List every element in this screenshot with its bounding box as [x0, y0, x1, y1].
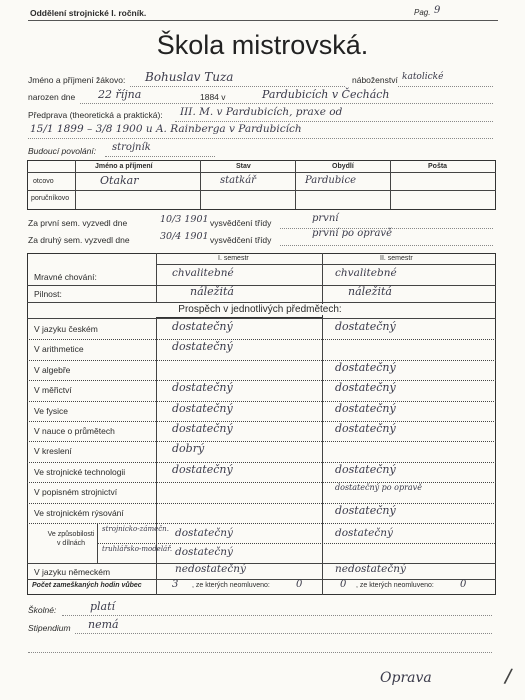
- semester-2-header: II. semestr: [380, 255, 413, 262]
- subject-label: V arithmetice: [34, 344, 84, 355]
- subject-grade-s2: dostatečný: [335, 320, 396, 333]
- header-rule: [28, 20, 498, 21]
- subject-label: Ve fysice: [34, 405, 69, 416]
- prep-label: Předprava (theoretická a praktická):: [28, 110, 163, 120]
- religion-value: katolické: [402, 72, 444, 82]
- conduct-label: Mravné chování:: [34, 272, 97, 282]
- semester-1-header: I. semestr: [218, 255, 249, 262]
- parents-row-rule: [27, 190, 496, 191]
- tuition-value: platí: [90, 600, 116, 613]
- workshop-s1a: dostatečný: [175, 527, 233, 539]
- subject-row-rule: [27, 421, 496, 422]
- prep-value: III. M. v Pardubicích, praxe od: [180, 106, 343, 118]
- name-label: Jméno a příjmení žákovo:: [28, 75, 126, 85]
- parents-header-post: Pošta: [428, 163, 448, 170]
- career-value: strojník: [112, 142, 151, 153]
- prep-line-2: [28, 138, 493, 139]
- absence-label: Počet zameškaných hodin vůbec: [32, 582, 142, 589]
- report2-line: [280, 245, 493, 246]
- absence-s1-unexcused: 0: [296, 579, 303, 590]
- diligence-s1: náležitá: [190, 285, 234, 298]
- workshop-sub2: truhlářsko-modelář.: [102, 545, 173, 553]
- father-status: statkář: [220, 175, 256, 186]
- subject-row-rule: [27, 482, 496, 483]
- absence-s1: 3: [172, 579, 179, 590]
- subject-row-rule: [27, 401, 496, 402]
- subject-label: Ve strojnické technologii: [34, 466, 126, 477]
- subject-grade-s1: dostatečný: [172, 320, 233, 333]
- religion-line: [398, 86, 493, 87]
- absence-s2: 0: [340, 579, 347, 590]
- subject-grade-s1: dostatečný: [172, 381, 233, 395]
- german-rule: [27, 579, 496, 580]
- subject-grade-s2: dostatečný: [335, 401, 396, 415]
- parents-header-residence: Obydlí: [332, 163, 354, 170]
- grades-header-rule: [156, 264, 495, 265]
- page-number: 9: [434, 5, 441, 16]
- parents-header-name: Jméno a příjmení: [95, 163, 153, 170]
- page-title: Škola mistrovská.: [156, 30, 369, 60]
- prep-value-2: 15/1 1899 – 3/8 1900 u A. Rainberga v Pardubicích: [30, 123, 302, 135]
- father-residence: Pardubice: [305, 175, 356, 186]
- stipend-line: [75, 633, 492, 634]
- report1-label: Za první sem. vyzvedl dne: [28, 218, 128, 228]
- conduct-rule: [27, 285, 496, 286]
- workshop-label: Ve způsobilosti v dílnách: [47, 531, 95, 547]
- subject-grade-s2: dostatečný: [335, 360, 396, 374]
- diligence-s2: náležitá: [348, 285, 392, 298]
- workshop-s2a: dostatečný: [335, 527, 393, 539]
- subject-row-rule: [27, 360, 496, 361]
- subject-label: V měřictví: [34, 385, 72, 396]
- subject-row-rule: [27, 441, 496, 442]
- stipend-value: nemá: [88, 618, 119, 631]
- religion-label: náboženství: [352, 75, 398, 85]
- workshop-sub1: strojnicko-zámečn.: [102, 525, 169, 533]
- subject-grade-s2: dostatečný: [335, 422, 396, 435]
- progress-title: Prospěch v jednotlivých předmětech:: [140, 304, 380, 315]
- stipend-label: Stipendium: [28, 623, 71, 633]
- tuition-line: [62, 615, 492, 616]
- parents-header-rule: [27, 172, 496, 173]
- department-header: Oddělení strojnické I. ročník.: [30, 8, 147, 18]
- progress-title-rule: [27, 318, 496, 319]
- absence-s2-excused-label: , ze kterých neomluveno:: [356, 582, 434, 589]
- subject-grade-s2: dostatečný: [335, 381, 396, 395]
- father-row-label: otcovo: [33, 178, 54, 185]
- parents-col-2: [200, 160, 201, 209]
- subject-label: V jazyku českém: [34, 324, 98, 334]
- subject-row-rule: [27, 380, 496, 381]
- subject-grade-s1: dostatečný: [172, 422, 233, 435]
- subject-label: Ve strojnickém rýsování: [34, 507, 124, 518]
- parents-col-1: [75, 160, 76, 209]
- career-line: [105, 156, 215, 157]
- report1-cert-label: vysvědčení třídy: [210, 218, 272, 228]
- german-s1: nedostatečný: [175, 563, 246, 575]
- subject-row-rule: [27, 339, 496, 340]
- subject-row-rule: [27, 503, 496, 504]
- parents-col-4: [390, 160, 391, 209]
- german-label: V jazyku německém: [34, 567, 111, 577]
- subject-grade-s1: dostatečný: [172, 462, 233, 476]
- report1-cert-value: první: [312, 213, 339, 224]
- subject-row-rule: [27, 462, 496, 463]
- report1-date: 10/3 1901: [160, 214, 209, 225]
- absence-s2-unexcused: 0: [460, 579, 467, 590]
- tuition-label: Školné:: [28, 605, 57, 615]
- subject-label: V nauce o průmětech: [34, 426, 115, 436]
- name-value: Bohuslav Tuza: [145, 70, 234, 84]
- conduct-s1: chvalitebné: [172, 267, 234, 279]
- career-label: Budoucí povolání:: [28, 146, 97, 156]
- blank-line-1: [28, 652, 492, 653]
- report2-cert-label: vysvědčení třídy: [210, 235, 272, 245]
- subject-grade-s1: dostatečný: [172, 340, 233, 354]
- guardian-row-label: poručníkovo: [31, 195, 70, 202]
- report2-cert-value: první po opravě: [312, 228, 392, 239]
- diligence-label: Pilnost:: [34, 289, 62, 299]
- parents-header-status: Stav: [236, 163, 251, 170]
- report2-date: 30/4 1901: [160, 231, 209, 242]
- subject-grade-s2: dostatečný: [335, 462, 396, 476]
- workshop-mid-rule: [97, 543, 495, 544]
- born-line: [80, 103, 493, 104]
- german-s2: nedostatečný: [335, 563, 406, 575]
- page-label: Pag.: [414, 8, 431, 17]
- born-year: 1884 v: [200, 92, 226, 102]
- correction-stroke: /: [502, 663, 514, 690]
- born-place: Pardubicích v Čechách: [262, 88, 390, 101]
- prep-line: [175, 121, 493, 122]
- subject-label: V popisném strojnictví: [34, 487, 118, 498]
- subject-grade-s1: dostatečný: [172, 401, 233, 415]
- correction-note: Oprava: [380, 670, 432, 686]
- workshop-s1b: dostatečný: [175, 546, 233, 558]
- subject-grade-s2: dostatečný: [335, 503, 396, 517]
- subject-grade-s2: dostatečný po opravě: [335, 483, 422, 493]
- father-name: Otakar: [100, 174, 139, 187]
- conduct-s2: chvalitebné: [335, 267, 397, 279]
- subject-label: V algebře: [34, 364, 71, 375]
- subject-label: V kreslení: [34, 446, 72, 457]
- workshop-rule: [27, 563, 496, 564]
- subject-grade-s1: dobrý: [172, 442, 205, 456]
- born-day: 22 října: [98, 88, 142, 101]
- absence-s1-excused-label: , ze kterých neomluveno:: [192, 582, 270, 589]
- report2-label: Za druhý sem. vyzvedl dne: [28, 235, 130, 245]
- born-label: narozen dne: [28, 92, 76, 102]
- name-line: [130, 86, 345, 87]
- parents-col-3: [295, 160, 296, 209]
